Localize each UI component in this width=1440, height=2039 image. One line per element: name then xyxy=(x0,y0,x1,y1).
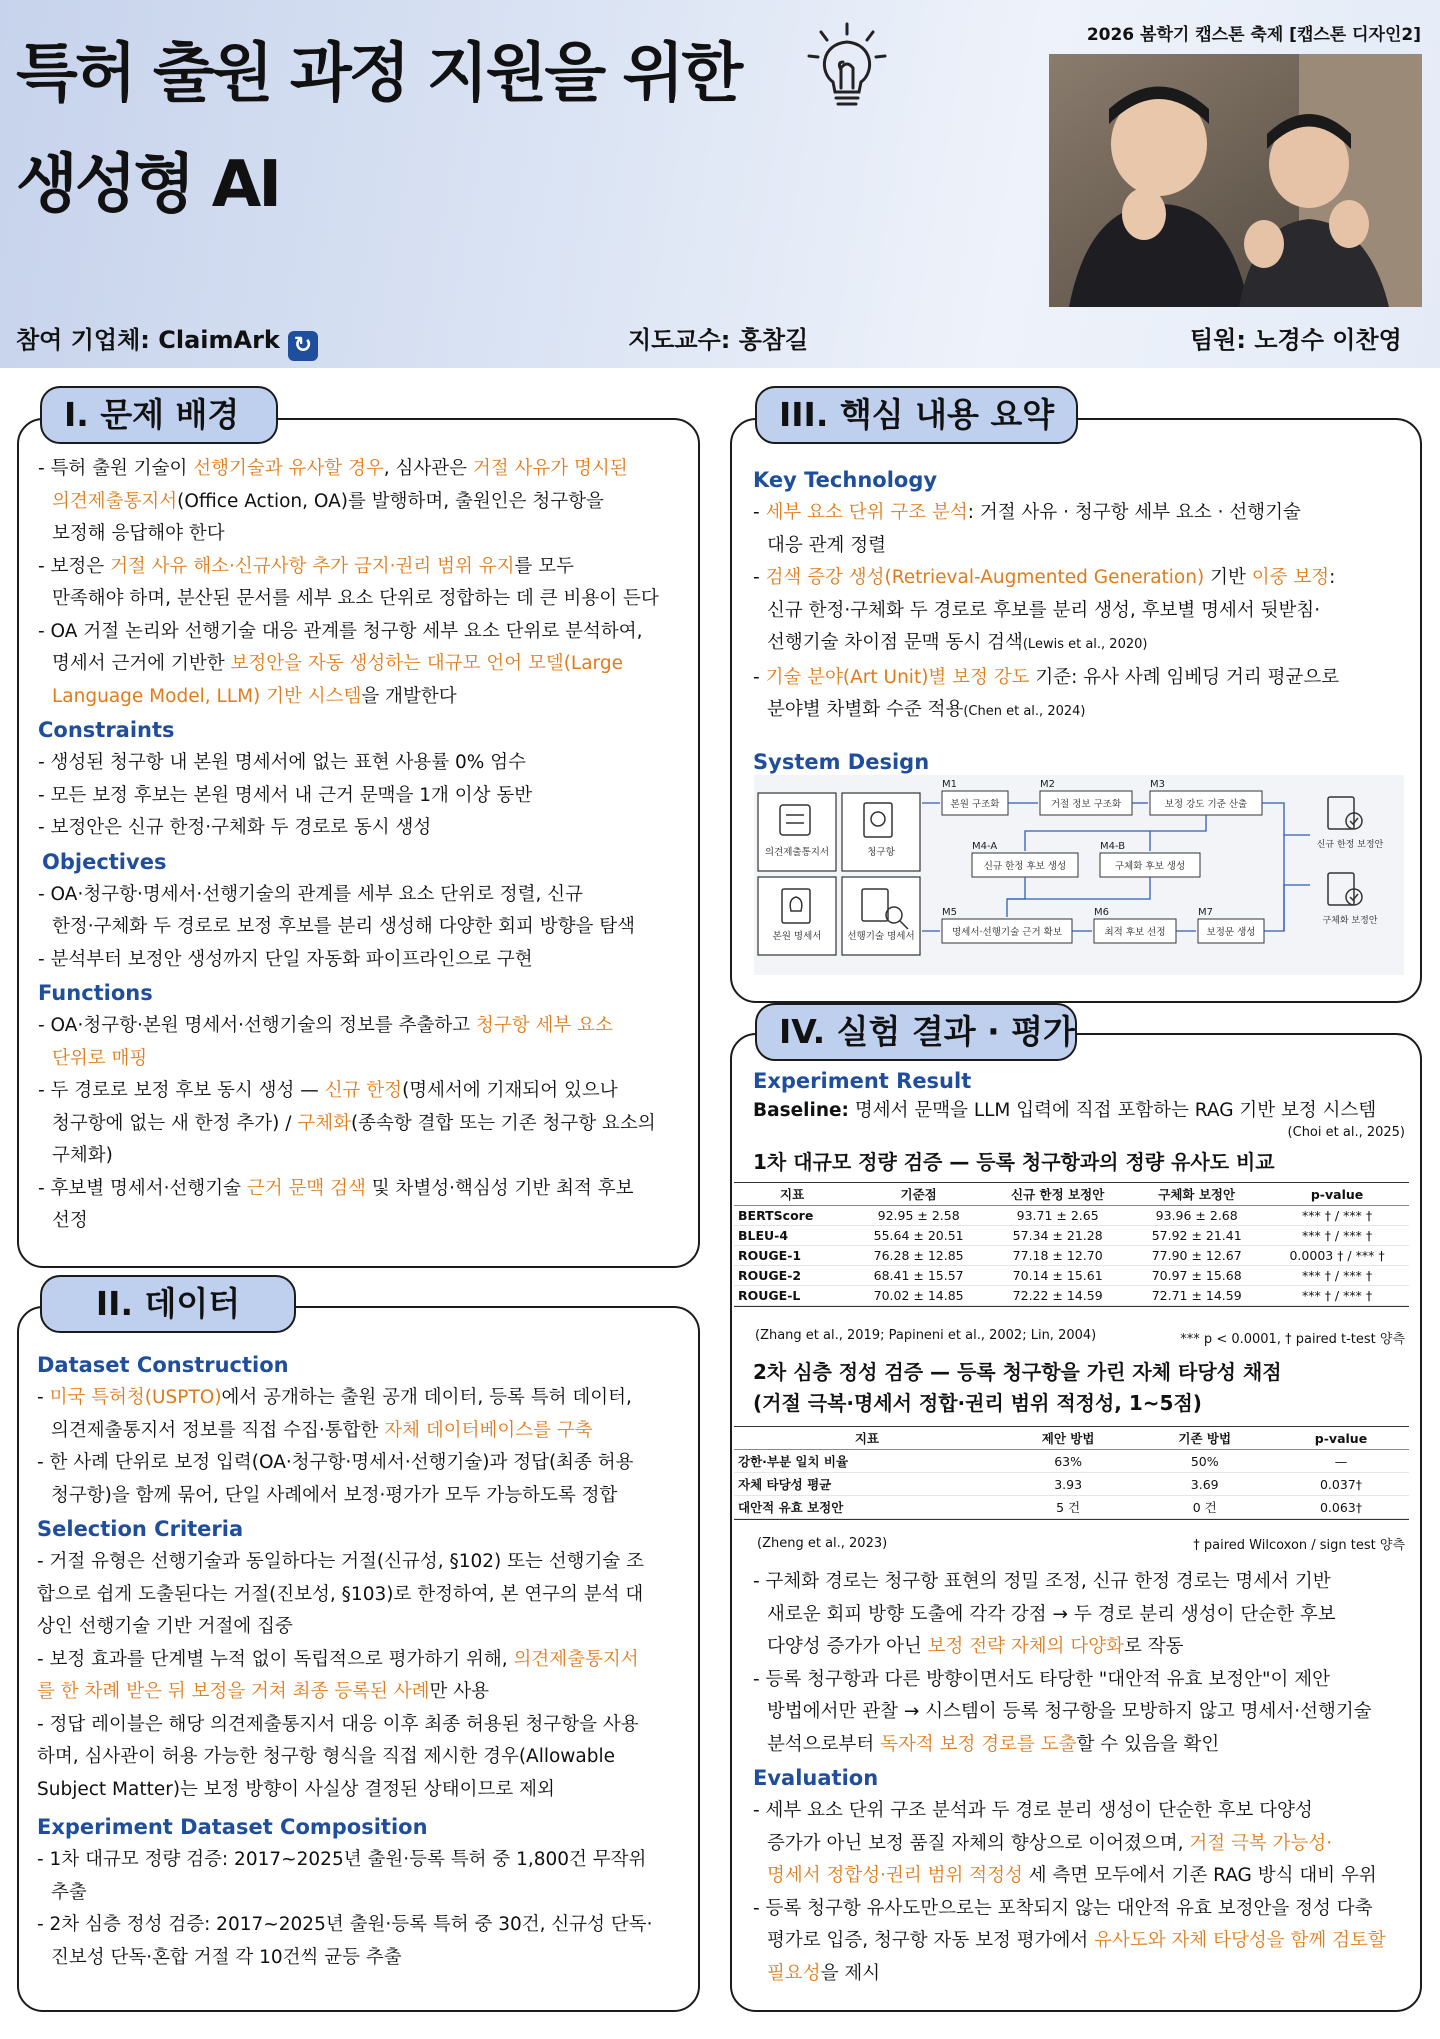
team-info: 팀원: 노경수 이찬영 xyxy=(1190,326,1402,354)
table-cell: ROUGE-1 xyxy=(734,1246,850,1266)
table-header-cell: 제안 방법 xyxy=(1000,1427,1137,1450)
poster-title-line2: 생성형 AI xyxy=(16,148,280,222)
quantitative-table xyxy=(734,1182,1409,1307)
table-cell: 0.063† xyxy=(1273,1496,1409,1519)
svg-text:M3: M3 xyxy=(1150,779,1165,790)
table-cell: *** † / *** † xyxy=(1265,1286,1409,1306)
table-header-cell: p-value xyxy=(1265,1183,1409,1206)
table-cell: 72.22 ± 14.59 xyxy=(987,1286,1128,1306)
input-box-claim xyxy=(842,793,920,871)
table-cell: BERTScore xyxy=(734,1206,850,1226)
section-summary-tab: III. 핵심 내용 요약 xyxy=(755,386,1078,444)
table2-citation-left: (Zheng et al., 2023) xyxy=(757,1536,888,1551)
poster-title-line1: 특허 출원 과정 지원을 위한 xyxy=(16,37,741,111)
team-photo xyxy=(1049,54,1422,307)
evaluation-heading: Evaluation xyxy=(753,1766,879,1790)
table-cell: 0.0003 † / *** † xyxy=(1265,1246,1409,1266)
table-cell: 3.69 xyxy=(1136,1473,1273,1496)
table-row xyxy=(734,1450,1409,1473)
table-cell: 70.02 ± 14.85 xyxy=(850,1286,987,1306)
svg-text:보정 강도 기준 산출: 보정 강도 기준 산출 xyxy=(1164,799,1248,810)
table-cell: 72.71 ± 14.59 xyxy=(1128,1286,1265,1306)
section-data-body: Dataset Construction - 미국 특허청(USPTO)에서 공개하는 출원 공개 데이터, 등록 특허 데이터, 의견제출통지서 정보를 직접 수집·통합한 자체 데이터베이스를 구축 - 한 사례 단위로 보정 입력(OA·청구항·명세서·선행기술)과 정답(최종 허용 청구항)을 함께 묶어, 단일 사례에서 보정·평가가 모두 가능하도록 정합 Selection Criteria - 거절 유형은 선행기술과 동일하다는 거절(신규성, §102) 또는 선행기술 조 합으로 쉽게 도출된다는 거절(진보성, §103)로 한정하여, 본 연구의 분석 대 상인 선행기술 기반 거절에 집중 - 보정 효과를 단계별 누적 없이 독립적으로 평가하기 위해, 의견제출통지서 를 한 차례 받은 뒤 보정을 거쳐 최종 등록된 사례만 사용 - 정답 레이블은 해당 의견제출통지서 대응 이후 최종 허용된 청구항을 사용 하며, 심사관이 허용 가능한 청구항 형식을 직접 제시한 경우(Allowable Subject Matter)는 보정 방향이 사실상 결정된 상태이므로 제외 Experiment Dataset Composition - 1차 대규모 정량 검증: 2017~2025년 출원·등록 특허 중 1,800건 무작위 추출 - 2차 심층 정성 검증: 2017~2025년 출원·등록 특허 중 30건, 신규성 단독· 진보성 단독·혼합 거절 각 10건씩 균등 추출 xyxy=(37,1348,697,1974)
constraints-heading: Constraints xyxy=(38,718,175,742)
table-cell: 57.34 ± 21.28 xyxy=(987,1226,1128,1246)
experiment-result-heading: Experiment Result xyxy=(753,1069,972,1093)
key-technology-heading: Key Technology xyxy=(753,468,938,492)
svg-text:최적 후보 선정: 최적 후보 선정 xyxy=(1104,927,1166,938)
table-cell: 강한·부분 일치 비율 xyxy=(734,1450,1000,1473)
table-cell: *** † / *** † xyxy=(1265,1266,1409,1286)
svg-text:M4-B: M4-B xyxy=(1100,841,1126,852)
claimark-logo-icon: ↻ xyxy=(288,331,318,361)
svg-text:M6: M6 xyxy=(1094,907,1109,918)
dataset-construction-heading: Dataset Construction xyxy=(37,1353,289,1377)
section-problem-body: - 특허 출원 기술이 선행기술과 유사할 경우, 심사관은 거절 사유가 명시된 의견제출통지서(Office Action, OA)를 발행하며, 출원인은 청구항을 보정해 응답해야 한다 - 보정은 거절 사유 해소·신규사항 추가 금지·권리 범위 유지를 모두 만족해야 하며, 분산된 문서를 세부 요소 단위로 정합하는 데 큰 비용이 든다 - OA 거절 논리와 선행기술 대응 관계를 청구항 세부 요소 단위로 분석하여, 명세서 근거에 기반한 보정안을 자동 생성하는 대규모 언어 모델(Large Language Model, LLM) 기반 시스템을 개발한다 Constraints - 생성된 청구항 내 본원 명세서에 없는 표현 사용률 0% 엄수 - 모든 보정 후보는 본원 명세서 내 근거 문맥을 1개 이상 동반 - 보정안은 신규 한정·구체화 두 경로로 동시 생성 Objectives - OA·청구항·명세서·선행기술의 관계를 세부 요소 단위로 정렬, 신규 한정·구체화 두 경로로 보정 후보를 분리 생성해 다양한 회피 방향을 탐색 - 분석부터 보정안 생성까지 단일 자동화 파이프라인으로 구현 Functions - OA·청구항·본원 명세서·선행기술의 정보를 추출하고 청구항 세부 요소 단위로 매핑 - 두 경로로 보정 후보 동시 생성 — 신규 한정(명세서에 기재되어 있으나 청구항에 없는 새 한정 추가) / 구체화(종속항 결합 또는 기존 청구항 요소의 구체화) - 후보별 명세서·선행기술 근거 문맥 검색 및 차별성·핵심성 기반 최적 후보 선정 xyxy=(38,453,698,1238)
table-header-cell: 지표 xyxy=(734,1183,850,1206)
table-header-cell: 기존 방법 xyxy=(1136,1427,1273,1450)
input-label-claim: 청구항 xyxy=(867,847,895,858)
table-header-cell: 기준점 xyxy=(850,1183,987,1206)
section-summary-body: Key Technology - 세부 요소 단위 구조 분석: 거절 사유 · 청구항 세부 요소 · 선행기술 대응 관계 정렬 - 검색 증강 생성(Retrieval-Augmented Generation) 기반 이중 보정: 신규 한정·구체화 두 경로로 후보를 분리 생성, 후보별 명세서 뒷받침· 선행기술 차이점 문맥 동시 검색(Lewis et al., 2020) - 기술 분야(Art Unit)별 보정 강도 기준: 유사 사례 임베딩 거리 평균으로 분야별 차별화 수준 적용(Chen et al., 2024) System Design xyxy=(753,463,1413,779)
table-cell: *** † / *** † xyxy=(1265,1226,1409,1246)
lightbulb-icon xyxy=(805,22,889,110)
table-cell: 68.41 ± 15.57 xyxy=(850,1266,987,1286)
qualitative-table xyxy=(734,1426,1409,1520)
section-data-tab: II. 데이터 xyxy=(40,1275,296,1333)
table1-citation-right: *** p < 0.0001, † paired t-test 양측 xyxy=(1180,1332,1405,1347)
table-cell: 55.64 ± 20.51 xyxy=(850,1226,987,1246)
table-cell: 57.92 ± 21.41 xyxy=(1128,1226,1265,1246)
table-cell: 50% xyxy=(1136,1450,1273,1473)
table-row xyxy=(734,1496,1409,1519)
table-cell: — xyxy=(1273,1450,1409,1473)
advisor-info: 지도교수: 홍참길 xyxy=(628,326,809,354)
svg-text:거절 정보 구조화: 거절 정보 구조화 xyxy=(1050,799,1122,810)
svg-text:명세서·선행기술 근거 확보: 명세서·선행기술 근거 확보 xyxy=(951,927,1063,938)
svg-text:신규 한정 후보 생성: 신규 한정 후보 생성 xyxy=(983,861,1067,872)
table-header-cell: 신규 한정 보정안 xyxy=(987,1183,1128,1206)
table-cell: ROUGE-2 xyxy=(734,1266,850,1286)
input-label-oa: 의견제출통지서 xyxy=(764,847,830,858)
output-label-specification: 구체화 보정안 xyxy=(1322,916,1378,926)
svg-text:M5: M5 xyxy=(942,907,957,918)
svg-text:구체화 후보 생성: 구체화 후보 생성 xyxy=(1114,861,1186,872)
table-cell: *** † / *** † xyxy=(1265,1206,1409,1226)
table-cell: 70.14 ± 15.61 xyxy=(987,1266,1128,1286)
table-row xyxy=(734,1246,1409,1266)
table-cell: 0 건 xyxy=(1136,1496,1273,1519)
table-cell: 77.18 ± 12.70 xyxy=(987,1246,1128,1266)
table-cell: 3.93 xyxy=(1000,1473,1137,1496)
svg-text:M7: M7 xyxy=(1198,907,1213,918)
table-cell: 93.71 ± 2.65 xyxy=(987,1206,1128,1226)
table-cell: BLEU-4 xyxy=(734,1226,850,1246)
system-design-diagram xyxy=(754,775,1404,975)
functions-heading: Functions xyxy=(38,981,153,1005)
table1-title: 1차 대규모 정량 검증 — 등록 청구항과의 정량 유사도 비교 xyxy=(753,1150,1275,1174)
table-cell: 70.97 ± 15.68 xyxy=(1128,1266,1265,1286)
table-cell: ROUGE-L xyxy=(734,1286,850,1306)
svg-text:M4-A: M4-A xyxy=(972,841,998,852)
svg-text:보정문 생성: 보정문 생성 xyxy=(1206,927,1256,938)
table1-citation-left: (Zhang et al., 2019; Papineni et al., 2002; Lin, 2004) xyxy=(755,1328,1097,1343)
table-cell: 92.95 ± 2.58 xyxy=(850,1206,987,1226)
table-row xyxy=(734,1226,1409,1246)
section-results-tab: IV. 실험 결과 · 평가 xyxy=(755,1003,1077,1061)
table-header-cell: p-value xyxy=(1273,1427,1409,1450)
event-label: 2026 봄학기 캡스톤 축제 [캡스톤 디자인2] xyxy=(1086,25,1421,45)
table-cell: 63% xyxy=(1000,1450,1137,1473)
table-row xyxy=(734,1286,1409,1306)
table-row xyxy=(734,1266,1409,1286)
section-results-top: Experiment Result Baseline: 명세서 문맥을 LLM 입력에 직접 포함하는 RAG 기반 보정 시스템 xyxy=(753,1066,1413,1126)
section-problem-tab: I. 문제 배경 xyxy=(40,386,278,444)
table-header-cell: 구체화 보정안 xyxy=(1128,1183,1265,1206)
table-cell: 자체 타당성 평균 xyxy=(734,1473,1000,1496)
table-row xyxy=(734,1473,1409,1496)
table-cell: 대안적 유효 보정안 xyxy=(734,1496,1000,1519)
table-cell: 76.28 ± 12.85 xyxy=(850,1246,987,1266)
section-results-bottom: - 구체화 경로는 청구항 표현의 정밀 조정, 신규 한정 경로는 명세서 기반 새로운 회피 방향 도출에 각각 강점 → 두 경로 분리 생성이 단순한 후보 다양성 증가가 아닌 보정 전략 자체의 다양화로 작동 - 등록 청구항과 다른 방향이면서도 타당한 "대안적 유효 보정안"이 제안 방법에서만 관찰 → 시스템이 등록 청구항을 모방하지 않고 명세서·선행기술 분석으로부터 독자적 보정 경로를 도출할 수 있음을 확인 Evaluation - 세부 요소 단위 구조 분석과 두 경로 분리 생성이 단순한 후보 다양성 증가가 아닌 보정 품질 자체의 향상으로 이어졌으며, 거절 극복 가능성· 명세서 정합성·권리 범위 적정성 세 측면 모두에서 기존 RAG 방식 대비 우위 - 등록 청구항 유사도만으로는 포착되지 않는 대안적 유효 보정안을 정성 다축 평가로 입증, 청구항 자동 보정 평가에서 유사도와 자체 타당성을 함께 검토할 필요성을 제시 xyxy=(753,1566,1413,1990)
table-cell: 93.96 ± 2.68 xyxy=(1128,1206,1265,1226)
svg-text:본원 구조화: 본원 구조화 xyxy=(950,799,1000,810)
objectives-heading: Objectives xyxy=(42,849,167,874)
system-design-heading: System Design xyxy=(753,749,930,774)
input-label-spec: 본원 명세서 xyxy=(772,931,822,942)
table-header-cell: 지표 xyxy=(734,1427,1000,1450)
input-label-prior-art: 선행기술 명세서 xyxy=(847,931,915,942)
table-cell: 0.037† xyxy=(1273,1473,1409,1496)
company-info: 참여 기업체: ClaimArk ↻ xyxy=(16,320,318,361)
table2-citation-right: † paired Wilcoxon / sign test 양측 xyxy=(1193,1538,1405,1553)
experiment-dataset-heading: Experiment Dataset Composition xyxy=(37,1815,428,1839)
svg-text:M1: M1 xyxy=(942,779,957,790)
table2-title: 2차 심층 정성 검증 — 등록 청구항을 가린 자체 타당성 채점 (거절 극복·명세서 정합·권리 범위 적정성, 1~5점) xyxy=(753,1360,1282,1415)
table-row xyxy=(734,1206,1409,1226)
svg-text:M2: M2 xyxy=(1040,779,1055,790)
baseline-citation: (Choi et al., 2025) xyxy=(1287,1125,1405,1140)
table-cell: 77.90 ± 12.67 xyxy=(1128,1246,1265,1266)
table-cell: 5 건 xyxy=(1000,1496,1137,1519)
output-label-new-limitation: 신규 한정 보정안 xyxy=(1316,840,1384,850)
selection-criteria-heading: Selection Criteria xyxy=(37,1517,244,1541)
